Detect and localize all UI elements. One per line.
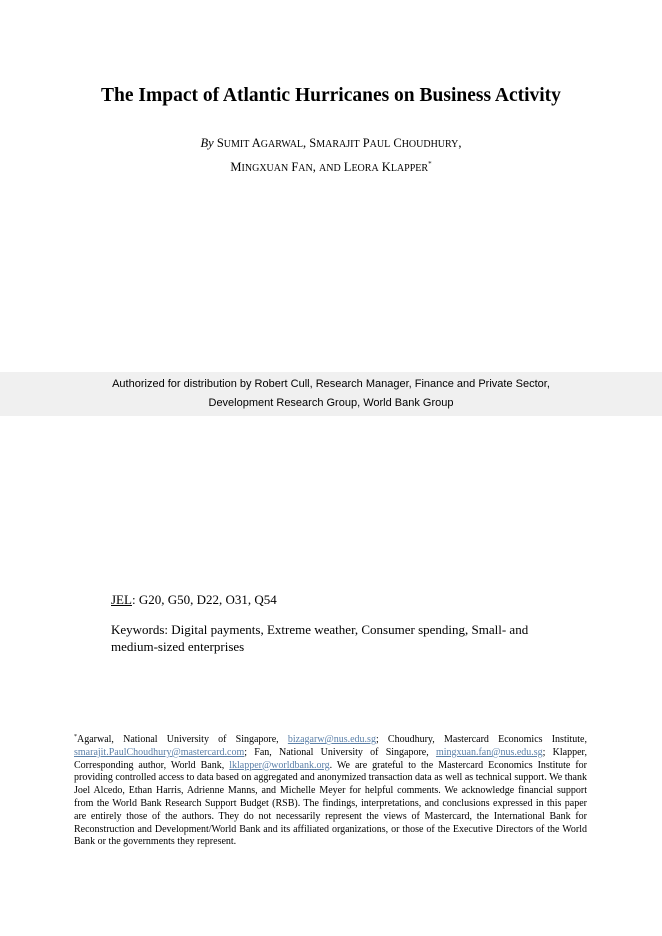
email-fan-link[interactable]: mingxuan.fan@nus.edu.sg bbox=[435, 746, 543, 758]
paper-title: The Impact of Atlantic Hurricanes on Business Activity bbox=[101, 85, 561, 106]
jel-code-list: : G20, G50, D22, O31, Q54 bbox=[131, 592, 277, 607]
email-agarwal-link[interactable]: bizagarw@nus.edu.sg bbox=[287, 734, 376, 745]
authors-part-2: MINGXUAN FAN, AND LEORA KLAPPER bbox=[230, 160, 429, 175]
footnote-text-5: . We are grateful to the Mastercard Economics Institute for providing controlled access to data based on aggregated and anonymized transaction data as well as technical support. We thank Joel Alcedo, Ethan Harris, Adrienne Manns, and Michelle Meyer for helpful comments. We acknowledge financial support from the World Bank Research Support Budget (RSB). The findings, interpretations, and conclusions expressed in this paper are entirely those of the authors. They do not necessarily represent the views of Mastercard, the International Bank for Reconstruction and Development/World Bank and its affiliated organizations, or those of the Executive Directors of the World Bank or the governments they represent. bbox=[74, 759, 587, 848]
distribution-line-1: Authorized for distribution by Robert Cull, Research Manager, Finance and Private Sector, bbox=[112, 378, 550, 390]
distribution-band bbox=[0, 372, 662, 416]
email-klapper-link[interactable]: lklapper@worldbank.org bbox=[229, 759, 330, 771]
author-footnote-marker: * bbox=[428, 160, 432, 168]
author-line-1 bbox=[0, 136, 662, 151]
footnote-marker: * bbox=[74, 734, 77, 740]
jel-label: JEL bbox=[111, 592, 132, 607]
author-line-2 bbox=[0, 160, 662, 175]
footnote-text-4: ; Klapper, Corresponding author, World Bank, bbox=[74, 746, 587, 771]
footnote bbox=[74, 731, 587, 849]
keywords: Keywords: Digital payments, Extreme weather, Consumer spending, Small- and medium-sized enterprises bbox=[111, 622, 529, 654]
footnote-text-3: ; Fan, National University of Singapore, bbox=[244, 746, 436, 758]
footnote-text-1: Agarwal, National University of Singapore, bbox=[77, 734, 288, 745]
distribution-line-2: Development Research Group, World Bank Group bbox=[208, 397, 454, 409]
authors-part-1: SUMIT AGARWAL, SMARAJIT PAUL CHOUDHURY, bbox=[216, 136, 462, 150]
footnote-text-2: ; Choudhury, Mastercard Economics Institute, bbox=[375, 734, 587, 745]
by-label: By bbox=[200, 136, 214, 150]
jel-codes bbox=[111, 592, 277, 608]
email-choudhury-link[interactable]: smarajit.PaulChoudhury@mastercard.com bbox=[74, 746, 245, 758]
